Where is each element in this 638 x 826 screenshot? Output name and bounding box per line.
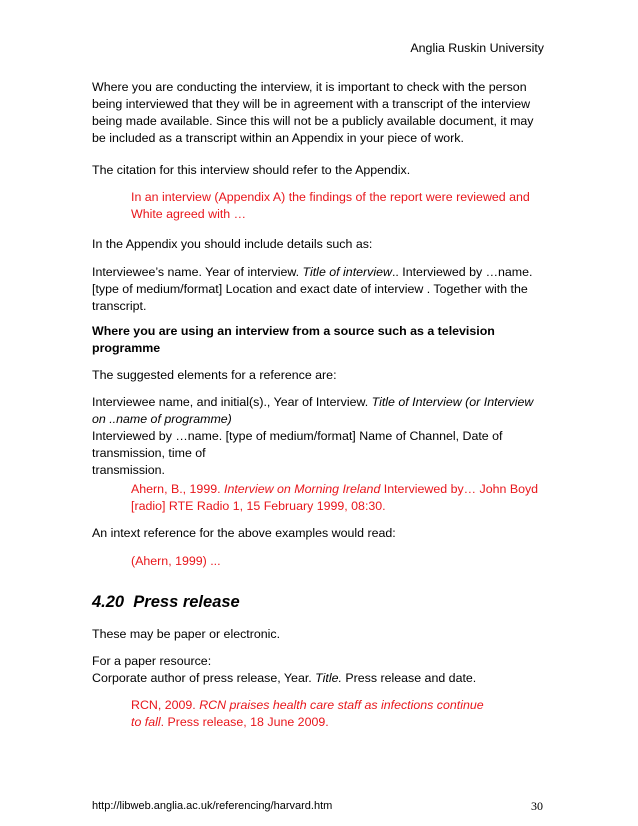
section-heading [92, 594, 240, 610]
text-line: Interviewee name, and initial(s)., Year of Interview. Title of Interview (or Interview [92, 395, 534, 409]
text-line: Interviewee’s name. Year of interview. Title of interview.. Interviewed by …name. [92, 265, 533, 279]
example-intext: (Ahern, 1999) ... [131, 554, 221, 568]
example-line: White agreed with … [131, 207, 247, 221]
footer-url: http://libweb.anglia.ac.uk/referencing/harvard.htm [92, 800, 333, 812]
text-line: transmission. [92, 463, 165, 477]
text-line: on ..name of programme) [92, 412, 232, 426]
text-line: being interviewed that they will be in agreement with a transcript of the interview [92, 97, 531, 111]
section-title: Press release [133, 593, 240, 611]
text-line: Corporate author of press release, Year. Title. Press release and date. [92, 671, 477, 685]
text-line: transmission, time of [92, 446, 206, 460]
appendix-note: In the Appendix you should include details such as: [92, 237, 373, 251]
example-line: RCN, 2009. RCN praises health care staff as infections continue [131, 698, 484, 712]
paper-electronic-note: These may be paper or electronic. [92, 627, 281, 641]
page-number: 30 [531, 799, 543, 813]
text-line: be included as a transcript within an Appendix in your piece of work. [92, 131, 464, 145]
example-line: [radio] RTE Radio 1, 15 February 1999, 08:30. [131, 499, 386, 513]
citation-note: The citation for this interview should refer to the Appendix. [92, 163, 411, 177]
intext-note: An intext reference for the above examples would read: [92, 526, 396, 540]
section-number: 4.20 [92, 593, 125, 611]
elements-intro: The suggested elements for a reference are: [92, 368, 337, 382]
example-line: Ahern, B., 1999. Interview on Morning Ireland Interviewed by… John Boyd [131, 482, 539, 496]
example-line: to fall. Press release, 18 June 2009. [131, 715, 329, 729]
text-line: transcript. [92, 299, 147, 313]
text-line: [type of medium/format] Location and exact date of interview . Together with the [92, 282, 528, 296]
running-header: Anglia Ruskin University [410, 41, 544, 55]
text-line: Where you are using an interview from a source such as a television [92, 324, 495, 338]
text-line: Where you are conducting the interview, it is important to check with the person [92, 80, 527, 94]
example-line: In an interview (Appendix A) the findings of the report were reviewed and [131, 190, 530, 204]
text-line: programme [92, 341, 161, 355]
text-line: being made available. Since this will not be a publicly available document, it may [92, 114, 534, 128]
text-line: Interviewed by …name. [type of medium/format] Name of Channel, Date of [92, 429, 503, 443]
text-line: For a paper resource: [92, 654, 212, 668]
